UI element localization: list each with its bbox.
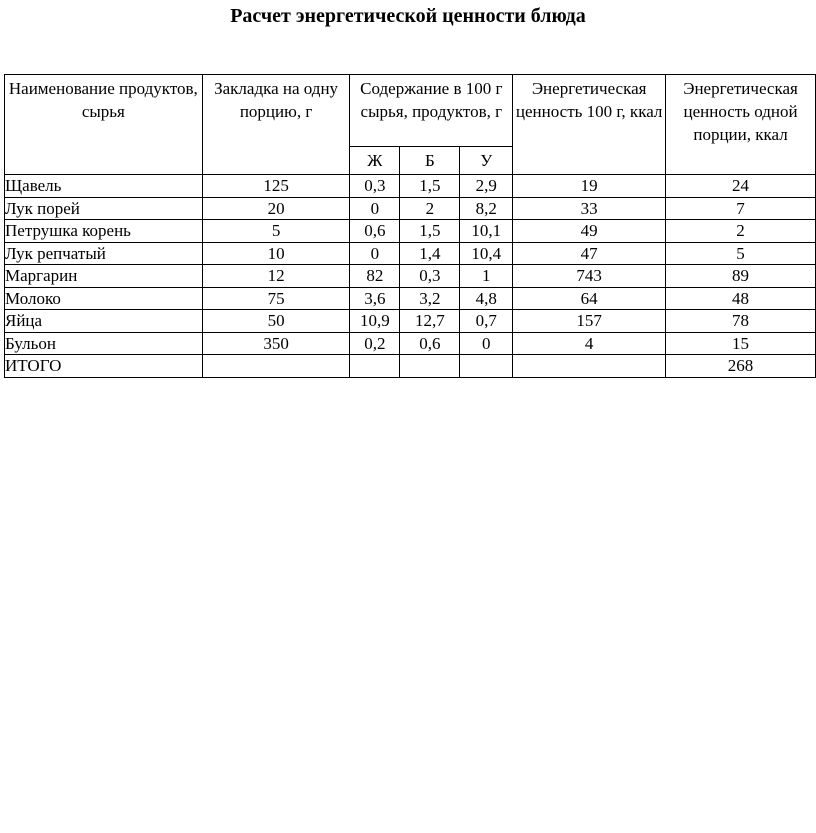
table-row (5, 197, 816, 220)
header-energy-100g: Энергетическая ценность 100 г, ккал (513, 75, 666, 175)
product-name-cell: Яйца (5, 310, 203, 333)
energy-100g-cell: 49 (513, 220, 666, 243)
energy-100g-cell: 743 (513, 265, 666, 288)
fat-cell: 0,2 (350, 332, 400, 355)
header-energy-portion: Энергетическая ценность одной порции, ккал (666, 75, 816, 175)
portion-weight-cell: 125 (202, 175, 350, 198)
header-nutrient-content: Содержание в 100 г сырья, продуктов, г (350, 75, 513, 147)
portion-weight-cell: 10 (202, 242, 350, 265)
document-title: Расчет энергетической ценности блюда (230, 5, 586, 27)
product-name-cell: Молоко (5, 287, 203, 310)
energy-100g-cell: 33 (513, 197, 666, 220)
carbohydrate-cell: 10,4 (460, 242, 513, 265)
carbohydrate-cell: 2,9 (460, 175, 513, 198)
total-label: ИТОГО (5, 355, 203, 378)
protein-cell: 12,7 (400, 310, 460, 333)
energy-portion-cell: 15 (666, 332, 816, 355)
empty-cell (202, 355, 350, 378)
product-name-cell: Маргарин (5, 265, 203, 288)
protein-cell: 3,2 (400, 287, 460, 310)
energy-value-table (4, 74, 816, 378)
product-name-cell: Петрушка корень (5, 220, 203, 243)
fat-cell: 82 (350, 265, 400, 288)
fat-cell: 3,6 (350, 287, 400, 310)
portion-weight-cell: 5 (202, 220, 350, 243)
protein-cell: 2 (400, 197, 460, 220)
table-row (5, 242, 816, 265)
portion-weight-cell: 20 (202, 197, 350, 220)
total-energy-value: 268 (666, 355, 816, 378)
total-row (5, 355, 816, 378)
empty-cell (400, 355, 460, 378)
table-body (5, 175, 816, 378)
carbohydrate-cell: 0,7 (460, 310, 513, 333)
product-name-cell: Лук порей (5, 197, 203, 220)
fat-cell: 0,6 (350, 220, 400, 243)
empty-cell (460, 355, 513, 378)
portion-weight-cell: 12 (202, 265, 350, 288)
product-name-cell: Щавель (5, 175, 203, 198)
energy-portion-cell: 24 (666, 175, 816, 198)
energy-100g-cell: 47 (513, 242, 666, 265)
product-name-cell: Лук репчатый (5, 242, 203, 265)
table-row (5, 310, 816, 333)
carbohydrate-cell: 4,8 (460, 287, 513, 310)
product-name-cell: Бульон (5, 332, 203, 355)
energy-100g-cell: 64 (513, 287, 666, 310)
fat-cell: 0 (350, 197, 400, 220)
energy-portion-cell: 89 (666, 265, 816, 288)
header-portion-weight: Закладка на одну порцию, г (202, 75, 350, 175)
energy-portion-cell: 7 (666, 197, 816, 220)
portion-weight-cell: 350 (202, 332, 350, 355)
carbohydrate-cell: 10,1 (460, 220, 513, 243)
empty-cell (350, 355, 400, 378)
energy-100g-cell: 19 (513, 175, 666, 198)
header-fat: Ж (350, 147, 400, 175)
portion-weight-cell: 50 (202, 310, 350, 333)
energy-portion-cell: 5 (666, 242, 816, 265)
fat-cell: 0 (350, 242, 400, 265)
protein-cell: 1,4 (400, 242, 460, 265)
energy-100g-cell: 157 (513, 310, 666, 333)
table-header-row (5, 75, 816, 147)
energy-portion-cell: 78 (666, 310, 816, 333)
energy-100g-cell: 4 (513, 332, 666, 355)
protein-cell: 1,5 (400, 220, 460, 243)
table-row (5, 220, 816, 243)
header-product-name: Наименование продуктов, сырья (5, 75, 203, 175)
energy-portion-cell: 48 (666, 287, 816, 310)
fat-cell: 0,3 (350, 175, 400, 198)
carbohydrate-cell: 0 (460, 332, 513, 355)
header-carbohydrate: У (460, 147, 513, 175)
protein-cell: 0,6 (400, 332, 460, 355)
fat-cell: 10,9 (350, 310, 400, 333)
protein-cell: 1,5 (400, 175, 460, 198)
carbohydrate-cell: 1 (460, 265, 513, 288)
protein-cell: 0,3 (400, 265, 460, 288)
table-row (5, 332, 816, 355)
header-protein: Б (400, 147, 460, 175)
empty-cell (513, 355, 666, 378)
table-row (5, 175, 816, 198)
energy-portion-cell: 2 (666, 220, 816, 243)
table-row (5, 287, 816, 310)
table-row (5, 265, 816, 288)
portion-weight-cell: 75 (202, 287, 350, 310)
carbohydrate-cell: 8,2 (460, 197, 513, 220)
